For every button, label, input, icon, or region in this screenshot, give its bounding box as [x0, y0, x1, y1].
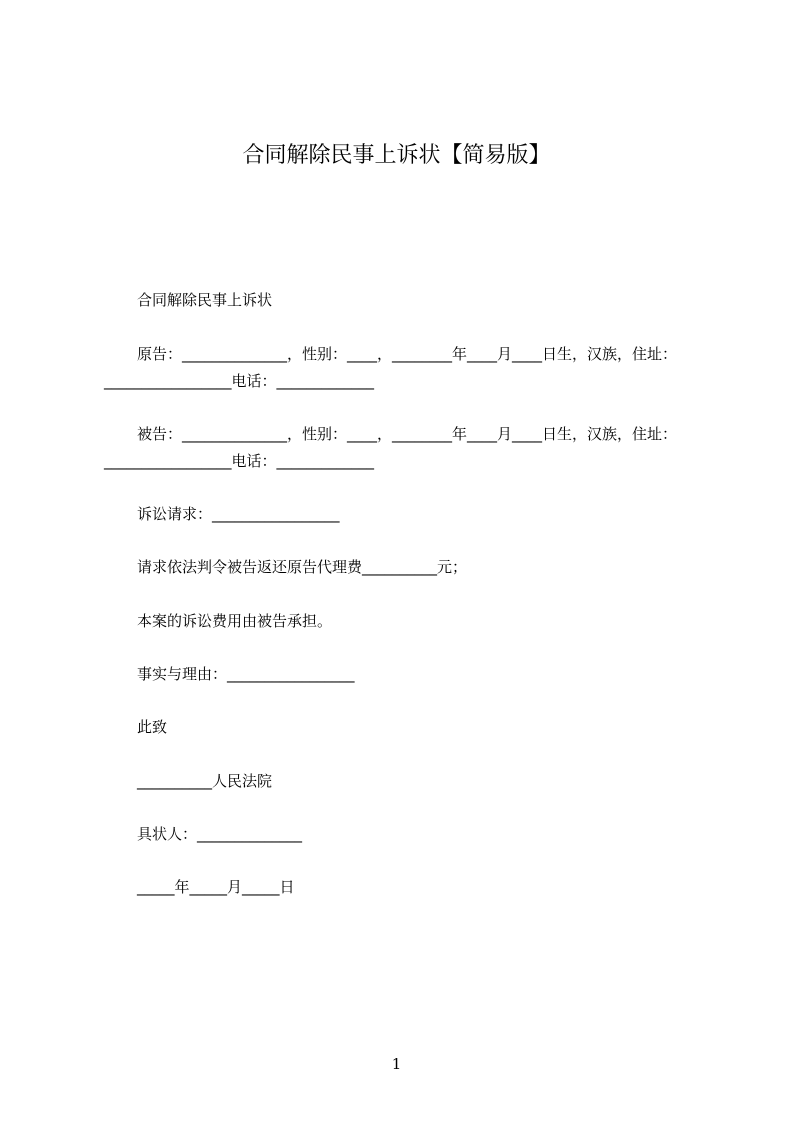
claim-1: 请求依法判令被告返还原告代理费__________元；: [137, 558, 468, 576]
salutation: 此致: [137, 718, 168, 736]
plaintiff-line-1: 原告：______________，性别：____，________年____月____日生，汉族，住址：: [137, 345, 678, 363]
signer-line: 具状人：______________: [137, 825, 303, 843]
plaintiff-line-2: _________________电话：_____________: [104, 372, 375, 390]
date-line: _____年_____月_____日: [137, 878, 295, 896]
court-line: __________人民法院: [137, 772, 273, 790]
claim-2: 本案的诉讼费用由被告承担。: [137, 612, 333, 630]
defendant-line-1: 被告：______________，性别：____，________年____月____日生，汉族，住址：: [137, 425, 678, 443]
document-title: 合同解除民事上诉状【简易版】: [242, 143, 551, 168]
claims-label: 诉讼请求：_________________: [137, 505, 340, 523]
defendant-line-2: _________________电话：_____________: [104, 452, 375, 470]
page-number: 1: [391, 1055, 402, 1073]
facts-label: 事实与理由：_________________: [137, 665, 355, 683]
document-heading: 合同解除民事上诉状: [137, 291, 273, 309]
